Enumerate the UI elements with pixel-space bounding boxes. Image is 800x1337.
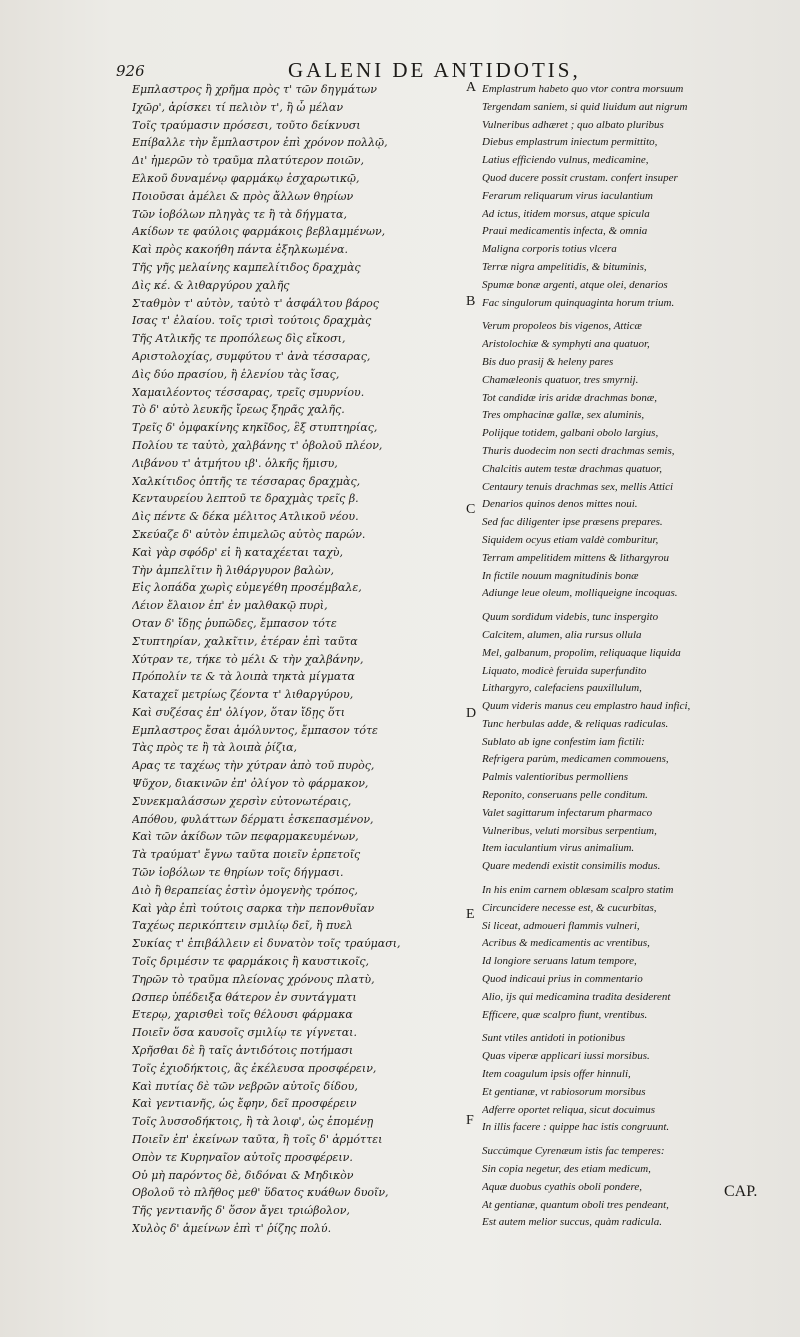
greek-line: Καὶ συζέσας ἐπ' ὀλίγον, ὅταν ἴδῃς ὅτι <box>132 705 346 719</box>
greek-line: Τοῖς λυσσοδήκτοις, ἢ τὰ λοιφ', ὡς ἑπομένῃ <box>132 1115 374 1129</box>
greek-line: Κενταυρείου λεπτοῦ τε δραχμὰς τρεῖς β. <box>132 492 359 506</box>
latin-line: Refrigera parùm, medicamen commouens, <box>482 753 669 766</box>
latin-line: Vulneribus adhæret ; quo albato pluribus <box>482 118 664 131</box>
greek-line: Καταχεῖ μετρίως ζέοντα τ' λιθαργύρου, <box>132 688 354 702</box>
latin-line: Bis duo prasij & heleny pares <box>482 355 614 368</box>
latin-line: Item iaculantium virus animalium. <box>482 842 635 855</box>
greek-line: Χρῆσθαι δὲ ἢ ταῖς ἀντιδότοις ποτήμασι <box>132 1044 354 1058</box>
latin-line: Tres omphacinæ gallæ, sex aluminis, <box>482 409 645 422</box>
greek-line: Στυπτηρίαν, χαλκῖτιν, ἑτέραν ἐπὶ ταῦτα <box>132 634 358 648</box>
greek-line: Τῆς γεντιανῆς δ' ὅσον ἄγει τριώβολον, <box>132 1204 350 1218</box>
greek-line: Τῶν ἰοβόλων πληγὰς τε ἢ τὰ δήγματα, <box>132 207 347 221</box>
running-title: GALENI DE ANTIDOTIS, <box>288 58 581 82</box>
latin-line: Tot candidæ iris aridæ drachmas bonæ, <box>482 391 658 404</box>
greek-line: Τὸ δ' αὐτὸ λευκῆς ἴρεως ξηρᾶς χαλῆς. <box>132 403 345 417</box>
greek-line: Τοῖς δριμέσιν τε φαρμάκοις ἢ καυστικοῖς, <box>132 955 369 969</box>
latin-line: Circuncidere necesse est, & cucurbitas, <box>482 901 657 914</box>
greek-line: Ισας τ' ἐλαίου. τοῖς τρισὶ τούτοις δραχμὰς <box>132 314 372 328</box>
greek-line: Σκεύαζε δ' αὐτὸν ἐπιμελῶς αὐτὸς παρών. <box>132 527 366 541</box>
latin-line: Ferarum reliquarum virus iaculantium <box>482 189 653 202</box>
greek-line: Σταθμὸν τ' αὐτὸν, ταὐτὸ τ' ἀσφάλτου βάρος <box>132 296 379 310</box>
latin-line: Est autem melior succus, quàm radicula. <box>482 1216 662 1229</box>
latin-line: Verum propoleos bis vigenos, Atticæ <box>482 320 642 333</box>
bleed-through-margin <box>756 60 800 1260</box>
greek-line: Οταν δ' ἴδῃς ῥυπῶδες, ἔμπασον τότε <box>132 616 337 630</box>
greek-line: Ακίδων τε φαύλοις φαρμάκοις βεβλαμμένων, <box>132 225 386 239</box>
latin-line: Calcitem, alumen, alia rursus ollula <box>482 628 642 641</box>
latin-line: Reponito, conseruans pelle conditum. <box>482 789 648 802</box>
margin-letter-b: B <box>466 294 476 309</box>
latin-line: Ad ictus, itidem morsus, atque spicula <box>482 207 650 220</box>
greek-line: Δὶς κέ. & λιθαργύρου χαλῆς <box>132 278 290 292</box>
greek-line: Καὶ γεντιανῆς, ὡς ἔφην, δεῖ προσφέρειν <box>132 1097 357 1111</box>
greek-line: Ποιοῦσαι ἀμέλει & πρὸς ἄλλων θηρίων <box>132 189 354 203</box>
latin-line: Thuris duodecim non secti drachmas semis, <box>482 444 675 457</box>
greek-line: Λιβάνου τ' ἀτμήτου ιβ'. ὁλκῆς ἥμισυ, <box>132 456 338 470</box>
greek-line: Ταχέως περικόπτειν σμιλίῳ δεῖ, ἢ πυελ <box>132 919 353 933</box>
greek-line: Εμπλαστρος ἢ χρῆμα πρὸς τ' τῶν δηγμάτων <box>132 83 377 96</box>
greek-line: Επίβαλλε τὴν ἔμπλαστρον ἐπὶ χρόνον πολλῷ, <box>132 136 388 150</box>
greek-line: Πολίου τε ταὐτὸ, χαλβάνης τ' ὀβολοῦ πλέον, <box>132 438 383 452</box>
latin-line: Praui medicamentis infecta, & omnia <box>482 225 648 238</box>
greek-line: Συκίας τ' ἐπιβάλλειν εἰ δυνατὸν τοῖς τραύμασι, <box>132 937 401 951</box>
latin-line: Tergendam saniem, si quid liuidum aut nigrum <box>482 100 688 113</box>
greek-line: Καὶ πρὸς κακοήθη πάντα ἐξηλκωμένα. <box>132 243 348 257</box>
latin-line: Polijque totidem, galbani obolo largius, <box>482 427 659 440</box>
latin-line: Diebus emplastrum iniectum permittito, <box>482 136 658 149</box>
greek-line: Τῆς γῆς μελαίνης καμπελίτιδος δραχμὰς <box>132 260 361 274</box>
page-number: 926 <box>116 62 145 80</box>
greek-line: Αριστολοχίας, συμφύτου τ' ἀνὰ τέσσαρας, <box>132 349 371 363</box>
greek-line: Αρας τε ταχέως τὴν χύτραν ἀπὸ τοῦ πυρὸς, <box>132 759 375 773</box>
greek-line: Τρεῖς δ' ὀμφακίνης κηκῖδος, ἓξ στυπτηρίας, <box>132 421 378 435</box>
margin-letter-e: E <box>466 907 475 922</box>
greek-line: Λέιον ἔλαιον ἐπ' ἐν μαλθακῷ πυρὶ, <box>132 599 328 613</box>
latin-line: In illis facere : quippe hac istis congruunt. <box>482 1121 670 1134</box>
latin-line: In fictile nouum magnitudinis bonæ <box>482 569 639 582</box>
greek-line: Τοῖς ἐχιοδήκτοις, ἃς ἐκέλευσα προσφέρειν, <box>132 1061 377 1075</box>
greek-line: Δὶς πέντε & δέκα μέλιτος Ατλικοῦ νέου. <box>132 510 359 524</box>
latin-line: Aristolochiæ & symphyti ana quatuor, <box>482 338 650 351</box>
latin-line: Spumæ bonæ argenti, atque olei, denarios <box>482 278 668 291</box>
greek-line: Διὸ ἢ θεραπείας ἐστὶν ὁμογενὴς τρόπος, <box>132 883 358 897</box>
latin-line: Maligna corporis totius vlcera <box>482 243 617 256</box>
latin-line: Fac singulorum quinquaginta horum trium. <box>482 296 675 309</box>
latin-line: Siquidem ocyus etiam valdè comburitur, <box>482 533 659 546</box>
latin-line: Sunt vtiles antidoti in potionibus <box>482 1032 625 1045</box>
latin-line: Quod ducere possit crustam. confert insuper <box>482 171 678 184</box>
latin-line: Quod indicaui prius in commentario <box>482 973 643 986</box>
latin-line: Palmis valentioribus permolliens <box>482 771 629 784</box>
latin-line: Vulneribus, veluti morsibus serpentium, <box>482 824 657 837</box>
greek-line: Ετερῳ, χαρισθεὶ τοῖς θέλουσι φάρμακα <box>132 1008 353 1022</box>
latin-text-column <box>482 81 744 1232</box>
greek-line: Ιχῶρ', ἀρίσκει τί πελιὸν τ', ἢ ὦ μέλαν <box>132 100 344 114</box>
latin-line: Succúmque Cyrenæum istis fac temperes: <box>482 1145 665 1158</box>
latin-line: Adferre oportet reliqua, sicut docuimus <box>482 1103 656 1116</box>
greek-line: Πρόπολίν τε & τὰ λοιπὰ τηκτὰ μίγματα <box>132 670 355 684</box>
greek-line: Ψῦχον, διακινῶν ἐπ' ὀλίγον τὸ φάρμακον, <box>132 777 369 791</box>
greek-line: Απόθου, φυλάττων δέρματι ἐσκεπασμένον, <box>132 812 374 826</box>
latin-line: Efficere, quæ scalpro fiunt, vrentibus. <box>482 1008 648 1021</box>
greek-line: Τὴν ἀμπελῖτιν ἢ λιθάργυρον βαλὼν, <box>132 563 335 577</box>
greek-line: Καὶ τῶν ἀκίδων τῶν πεφαρμακευμένων, <box>132 830 359 844</box>
greek-line: Συνεκμαλάσσων χερσὶν εὐτονωτέραις, <box>132 794 352 808</box>
latin-line: Tunc herbulas adde, & reliquas radiculas. <box>482 717 669 730</box>
latin-line: Adiunge leue oleum, molliqueigne incoquas. <box>482 587 678 600</box>
latin-line: Chalcitis autem testæ drachmas quatuor, <box>482 462 662 475</box>
latin-line: Quas viperæ applicari iussi morsibus. <box>482 1050 650 1063</box>
latin-line: Quum sordidum videbis, tunc inspergito <box>482 611 659 624</box>
latin-line: Latius efficiendo vulnus, medicamine, <box>482 154 649 167</box>
latin-line: Acribus & medicamentis ac vrentibus, <box>482 937 650 950</box>
margin-letter-d: D <box>466 706 477 721</box>
greek-line: Δι' ἡμερῶν τὸ τραῦμα πλατύτερον ποιῶν, <box>132 154 364 168</box>
margin-letter-a: A <box>466 80 477 95</box>
latin-line: Si liceat, admoueri flammis vulneri, <box>482 919 640 932</box>
greek-line: Χυλὸς δ' ἀμείνων ἐπὶ τ' ῥίζης πολύ. <box>132 1222 332 1235</box>
margin-letter-c: C <box>466 502 476 517</box>
greek-line: Ωσπερ ὑπέδειξα θάτερον ἐν συντάγματι <box>132 990 357 1004</box>
greek-line: Ποιεῖν ἐπ' ἐκείνων ταῦτα, ἢ τοῖς δ' ἁρμόττει <box>132 1133 383 1147</box>
latin-line: Quare medendi existit consimilis modus. <box>482 860 661 873</box>
latin-line: Aquæ duobus cyathis oboli pondere, <box>482 1180 642 1193</box>
greek-line: Χαλκίτιδος ὀπτῆς τε τέσσαρας δραχμὰς, <box>132 474 361 488</box>
greek-line: Καὶ γὰρ σφόδρ' εἰ ἢ καταχέεται ταχὺ, <box>132 545 343 559</box>
greek-line: Οπὸν τε Κυρηναῖον αὐτοῖς προσφέρειν. <box>132 1150 353 1164</box>
latin-line: Emplastrum habeto quo vtor contra morsuum <box>482 83 684 95</box>
greek-line: Ποιεῖν ὅσα καυσοῖς σμιλίῳ τε γίγνεται. <box>132 1026 357 1040</box>
greek-line: Εμπλαστρος ἔσαι ἀμόλυντος, ἔμπασον τότε <box>132 723 378 737</box>
latin-line: Liquato, modicè feruida superfundito <box>482 664 647 677</box>
greek-line: Χαμαιλέοντος τέσσαρας, τρεῖς σμυρνίου. <box>132 385 365 399</box>
greek-line: Τὰς πρὸς τε ἢ τὰ λοιπὰ ῥίζια, <box>132 741 298 755</box>
greek-line: Εἰς λοπάδα χωρὶς εὐμεγέθη προσέμβαλε, <box>132 581 362 595</box>
greek-line: Τοῖς τραύμασιν πρόσεσι, τοῦτο δείκνυσι <box>132 118 361 132</box>
latin-line: Sed fac diligenter ipse præsens prepares. <box>482 516 663 529</box>
latin-line: Terram ampelitidem mittens & lithargyrou <box>482 551 669 564</box>
latin-line: In his enim carnem oblæsam scalpro statim <box>482 884 674 897</box>
latin-line: Sin copia negetur, des etiam medicum, <box>482 1163 651 1176</box>
catchword: CAP. <box>724 1183 758 1200</box>
latin-line: Mel, galbanum, propolim, reliquaque liquida <box>482 646 681 659</box>
latin-line: Terræ nigra ampelitidis, & bituminis, <box>482 260 647 273</box>
margin-letter-f: F <box>466 1113 474 1128</box>
greek-line: Καὶ πυτίας δὲ τῶν νεβρῶν αὐτοῖς δίδου, <box>132 1079 358 1093</box>
latin-line: At gentianæ, quantum oboli tres pendeant, <box>482 1198 669 1211</box>
latin-line: Denarios quinos denos mittes noui. <box>482 498 638 511</box>
greek-line: Οβολοῦ τὸ πλῆθος μεθ' ὕδατος κυάθων δυοῖν, <box>132 1186 389 1200</box>
greek-line: Καὶ γὰρ ἐπὶ τούτοις σαρκα τὴν πεπονθυῖαν <box>132 901 375 915</box>
latin-line: Alio, ijs qui medicamina tradita desiderent <box>482 990 671 1003</box>
greek-line: Οὐ μὴ παρόντος δὲ, διδόναι & Μηδικὸν <box>132 1168 354 1182</box>
latin-line: Sublato ab igne confestim iam fictili: <box>482 735 645 748</box>
greek-line: Ελκοῦ δυναμένῳ φαρμάκῳ ἐσχαρωτικῷ, <box>132 171 360 185</box>
greek-line: Τῶν ἰοβόλων τε θηρίων τοῖς δήγμασι. <box>132 866 344 880</box>
greek-line: Τηρῶν τὸ τραῦμα πλείονας χρόνους πλατὺ, <box>132 972 375 986</box>
greek-line: Δὶς δύο πρασίου, ἢ ἑλενίου τὰς ἴσας, <box>132 367 340 381</box>
latin-line: Quum videris manus ceu emplastro haud infici, <box>482 700 691 713</box>
latin-line: Item coagulum ipsis offer hinnuli, <box>482 1068 631 1081</box>
greek-line: Χύτραν τε, τήκε τὸ μέλι & τὴν χαλβάνην, <box>132 652 364 666</box>
greek-text-column <box>132 81 464 1238</box>
latin-line: Lithargyro, calefaciens pauxillulum, <box>482 682 642 695</box>
latin-line: Et gentianæ, vt rabiosorum morsibus <box>482 1085 646 1098</box>
latin-line: Id longiore seruans latum tempore, <box>482 955 637 968</box>
greek-line: Τῆς Ατλικῆς τε προπόλεως δὶς εἴκοσι, <box>132 332 346 346</box>
latin-line: Centaury tenuis drachmas sex, mellis Attici <box>482 480 674 493</box>
latin-line: Valet sagittarum infectarum pharmaco <box>482 806 653 819</box>
greek-line: Τὰ τραύματ' ἔγνω ταῦτα ποιεῖν ἐρπετοῖς <box>132 848 361 862</box>
latin-line: Chamæleonis quatuor, tres smyrnij. <box>482 373 639 386</box>
